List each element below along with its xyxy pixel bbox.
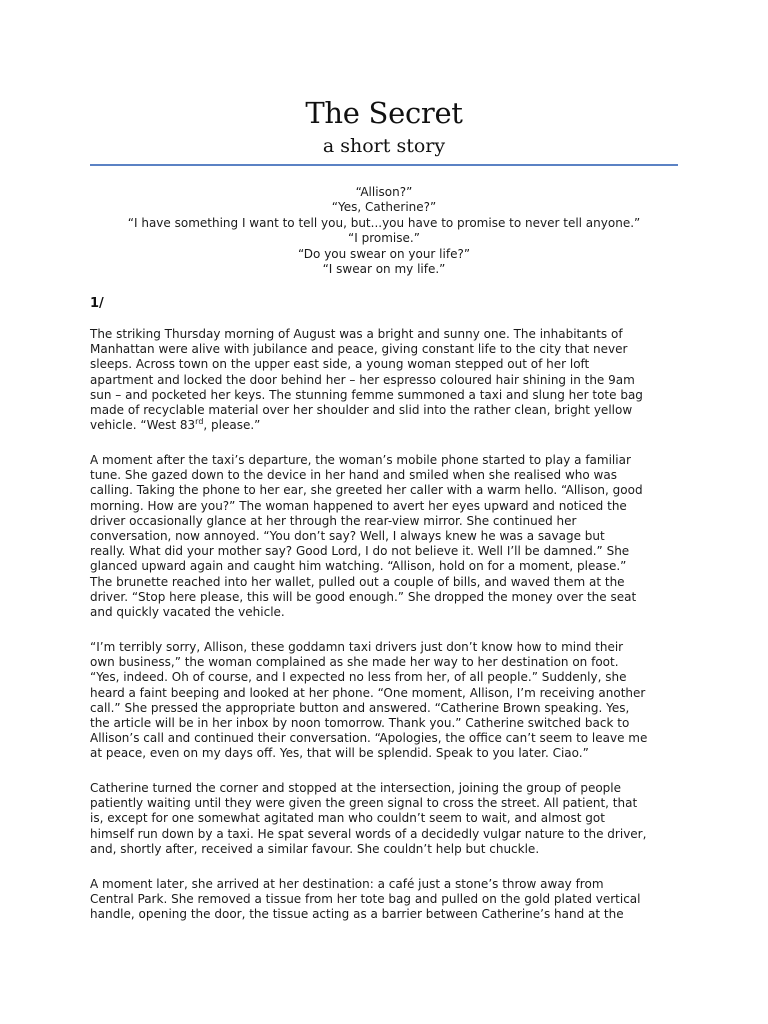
dialogue-line: “I swear on my life.” — [322, 262, 446, 277]
text-line: really. What did your mother say? Good Lord, I do not believe it. Well I’ll be damned.” She — [90, 544, 630, 559]
dialogue-line: “I have something I want to tell you, but...you have to promise to never tell anyone.” — [127, 215, 641, 230]
paragraph-4 — [90, 781, 690, 857]
text-line: is, except for one somewhat agitated man who couldn’t seem to wait, and almost got — [90, 811, 605, 826]
text-line: Manhattan were alive with jubilance and peace, giving constant life to the city that never — [90, 342, 628, 357]
text-line: sun – and pocketed her keys. The stunning femme summoned a taxi and slung her tote bag — [90, 387, 643, 402]
paragraph-1 — [90, 327, 690, 433]
text-line: Central Park. She removed a tissue from her tote bag and pulled on the gold plated vertical — [90, 892, 641, 907]
text-line: made of recyclable material over her shoulder and slid into the rather clean, bright yellow — [90, 403, 633, 418]
text-line: glanced upward again and caught him watching. “Allison, hold on for a moment, please.” — [90, 559, 627, 574]
text-line: The brunette reached into her wallet, pulled out a couple of bills, and waved them at the — [90, 574, 625, 589]
text-line: driver. “Stop here please, this will be good enough.” She dropped the money over the seat — [90, 589, 637, 604]
section-heading: 1/ — [90, 296, 104, 311]
text-line: “Yes, indeed. Oh of course, and I expected no less from her, of all people.” Suddenly, she — [90, 670, 627, 685]
text-line: Allison’s call and continued their conversation. “Apologies, the office can’t seem to leave me — [90, 731, 648, 746]
text-line: morning. How are you?” The woman happened to avert her eyes upward and noticed the — [90, 498, 627, 513]
text-line: calling. Taking the phone to her ear, she greeted her caller with a warm hello. “Allison, good — [90, 483, 643, 498]
story-title: The Secret — [305, 96, 463, 130]
dialogue-line: “Do you swear on your life?” — [297, 246, 471, 261]
opening-dialogue — [0, 185, 768, 277]
text-line: himself run down by a taxi. He spat several words of a decidedly vulgar nature to the driver, — [90, 826, 647, 841]
text-line: Catherine turned the corner and stopped at the intersection, joining the group of people — [90, 781, 621, 795]
text-line: patiently waiting until they were given the green signal to cross the street. All patient, that — [90, 796, 638, 811]
text-line: own business,” the woman complained as she made her way to her destination on foot. — [90, 655, 619, 670]
text-fragment: vehicle. “West 83 — [90, 418, 196, 433]
title-divider — [90, 164, 678, 166]
paragraph-3 — [90, 640, 690, 762]
text-line: A moment later, she arrived at her destination: a café just a stone’s throw away from — [90, 877, 604, 891]
ordinal-suffix: rd — [195, 417, 204, 427]
text-fragment: , please.” — [203, 418, 261, 433]
text-line: “I’m terribly sorry, Allison, these goddamn taxi drivers just don’t know how to mind their — [90, 640, 624, 654]
dialogue-line: “Allison?” — [355, 185, 413, 199]
paragraph-2 — [90, 453, 690, 620]
text-line: conversation, now annoyed. “You don’t say? Well, I always knew he was a savage but — [90, 529, 605, 544]
text-line: the article will be in her inbox by noon tomorrow. Thank you.” Catherine switched back to — [90, 716, 630, 731]
text-line: A moment after the taxi’s departure, the woman’s mobile phone started to play a familiar — [90, 453, 631, 467]
dialogue-line: “Yes, Catherine?” — [331, 200, 437, 215]
text-line: heard a faint beeping and looked at her phone. “One moment, Allison, I’m receiving another — [90, 685, 646, 700]
story-subtitle: a short story — [322, 135, 446, 157]
text-line: tune. She gazed down to the device in her hand and smiled when she realised who was — [90, 468, 617, 483]
text-line — [90, 418, 690, 433]
text-line: handle, opening the door, the tissue acting as a barrier between Catherine’s hand at the — [90, 907, 624, 922]
text-line: call.” She pressed the appropriate button and answered. “Catherine Brown speaking. Yes, — [90, 700, 630, 715]
text-line: at peace, even on my days off. Yes, that will be splendid. Speak to you later. Ciao.” — [90, 746, 589, 761]
text-line: and quickly vacated the vehicle. — [90, 605, 285, 620]
text-line: apartment and locked the door behind her – her espresso coloured hair shining in the 9am — [90, 372, 635, 387]
text-line: and, shortly after, received a similar favour. She couldn’t help but chuckle. — [90, 841, 540, 856]
text-line: sleeps. Across town on the upper east side, a young woman stepped out of her loft — [90, 357, 590, 372]
paragraph-5 — [90, 877, 690, 923]
dialogue-line: “I promise.” — [348, 231, 420, 246]
text-line: driver occasionally glance at her through the rear-view mirror. She continued her — [90, 513, 577, 528]
text-line: The striking Thursday morning of August was a bright and sunny one. The inhabitants of — [90, 327, 623, 341]
